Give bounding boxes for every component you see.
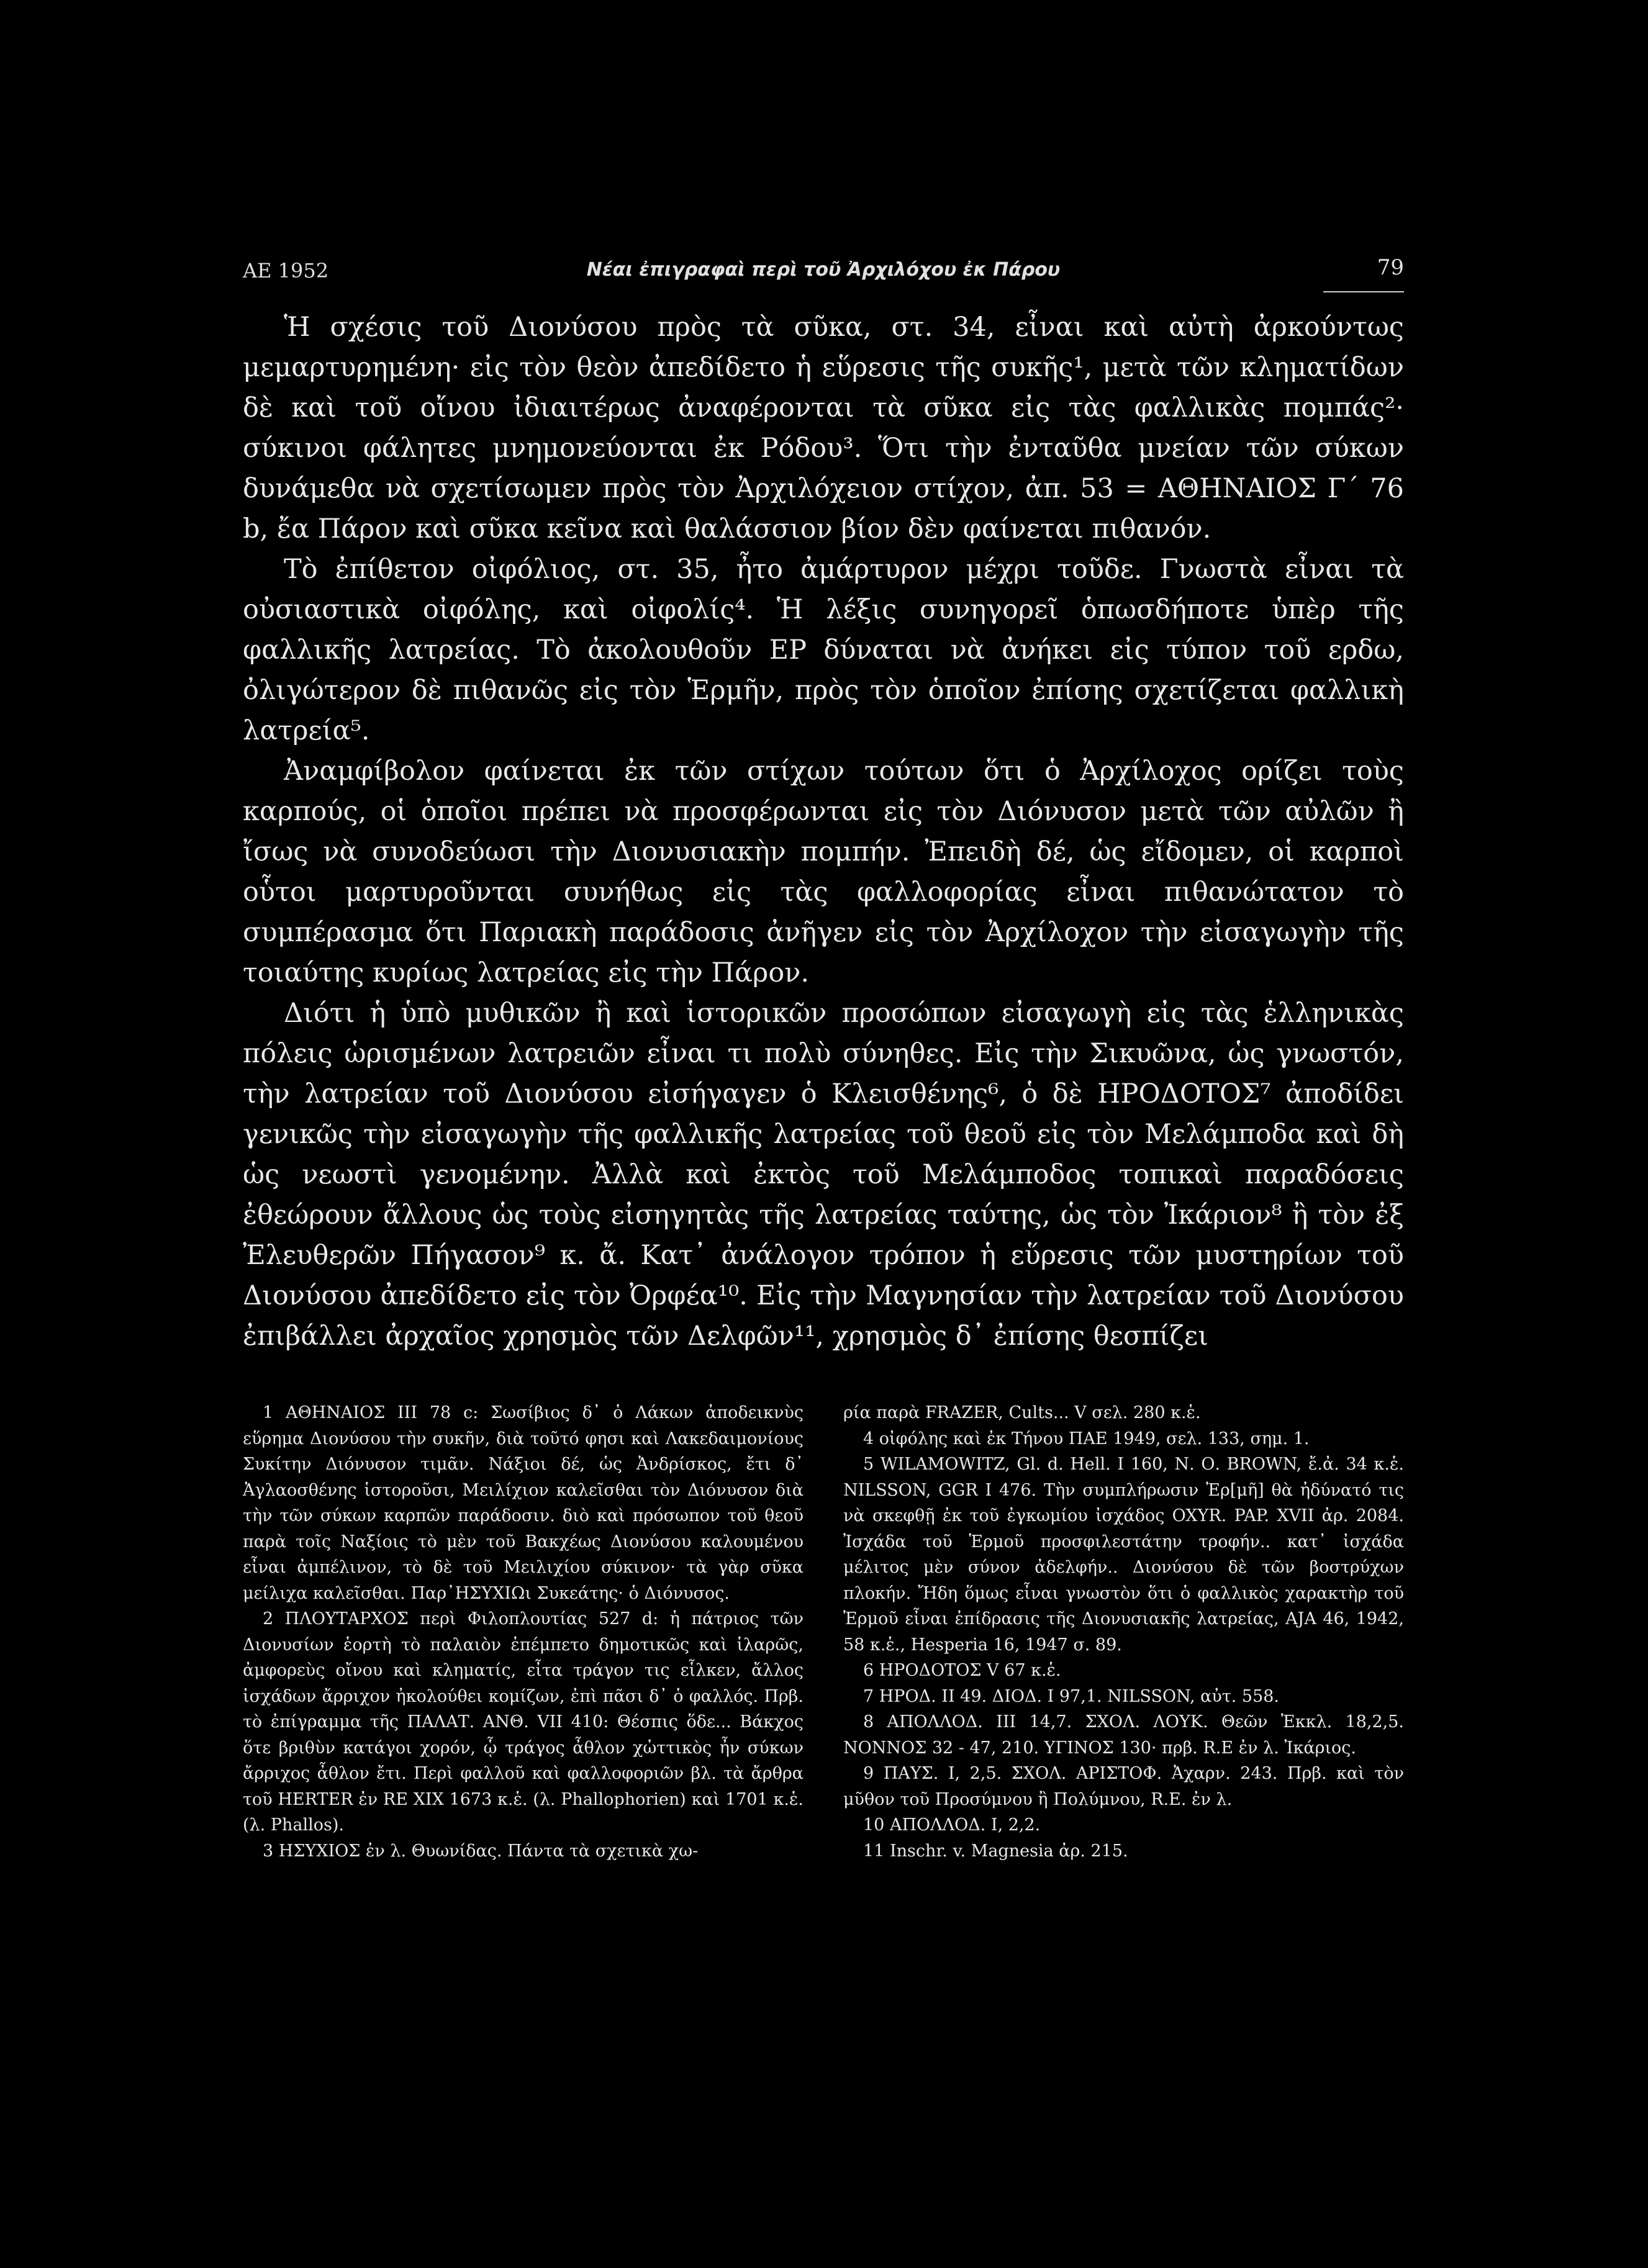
footnote-1: 1 ΑΘΗΝΑΙΟΣ ΙΙΙ 78 c: Σωσίβιος δ᾽ ὁ Λάκων ἀποδεικνὺς εὕρημα Διονύσου τὴν συκῆν, διὰ τοῦτό φησι καὶ Λακεδαιμονίους Συκίτην Διόνυσον τιμᾶν. Νάξιοι δέ, ὡς Ἀνδρίσκος, ἔτι δ᾽ Ἀγλαοσθένης ἱστοροῦσι, Μειλίχιον καλεῖσθαι τὸν Διόνυσον διὰ τὴν τῶν σύκων καρπῶν παράδοσιν. διὸ καὶ πρόσωπον τοῦ θεοῦ παρὰ τοῖς Ναξίοις τὸ μὲν τοῦ Βακχέως Διονύσου καλουμένου εἶναι ἀμπέλινον, τὸ δὲ τοῦ Μειλιχίου σύκινον· τὰ γὰρ σῦκα μείλιχα καλεῖσθαι. Παρ᾽ΗΣΥΧΙΩι Συκεάτης· ὁ Διόνυσος. (243, 1403, 804, 1603)
running-header (243, 245, 1404, 285)
footnote-9: 9 ΠΑΥΣ. Ι, 2,5. ΣΧΟΛ. ΑΡΙΣΤΟΦ. Ἀχαρν. 243. Πρβ. καὶ τὸν μῦθον τοῦ Προσύμνου ἢ Πολύμνου, R.E. ἐν λ. (843, 1764, 1404, 1809)
page-number: 79 (1377, 255, 1404, 280)
main-text (243, 307, 1404, 1357)
footnote-4: 4 οἰφόλης καὶ ἐκ Τήνου ΠΑΕ 1949, σελ. 133, σημ. 1. (863, 1429, 1310, 1448)
footnotes-right-column (843, 1400, 1404, 1864)
footnote-3-continued: ρία παρὰ FRAZER, Cults... V σελ. 280 κ.ἑ. (843, 1403, 1201, 1422)
footnotes (243, 1400, 1404, 1864)
footnote-7: 7 ΗΡΟΔ. ΙΙ 49. ΔΙΟΔ. I 97,1. NILSSON, αὐτ. 558. (863, 1686, 1280, 1706)
footnote-10: 10 ΑΠΟΛΛΟΔ. Ι, 2,2. (863, 1815, 1041, 1835)
journal-abbreviation: ΑΕ 1952 (243, 259, 329, 282)
paragraph-3: Ἀναμφίβολον φαίνεται ἐκ τῶν στίχων τούτων ὅτι ὁ Ἀρχίλοχος ορίζει τοὺς καρπούς, οἱ ὁποῖοι πρέπει νὰ προσφέρωνται εἰς τὸν Διόνυσον μετὰ τῶν αὐλῶν ἢ ἴσως νὰ συνοδεύωσι τὴν Διονυσιακὴν πομπήν. Ἐπειδὴ δέ, ὡς εἴδομεν, οἱ καρποὶ οὗτοι μαρτυροῦνται συνήθως εἰς τὰς φαλλοφορίας εἶναι πιθανώτατον τὸ συμπέρασμα ὅτι Παριακὴ παράδοσις ἀνῆγεν εἰς τὸν Ἀρχίλοχον τὴν εἰσαγωγὴν τῆς τοιαύτης κυρίως λατρείας εἰς τὴν Πάρον. (243, 756, 1404, 988)
footnotes-left-column (243, 1400, 804, 1864)
footnote-11: 11 Inschr. v. Magnesia ἀρ. 215. (863, 1841, 1128, 1861)
footnote-2: 2 ΠΛΟΥΤΑΡΧΟΣ περὶ Φιλοπλουτίας 527 d: ἡ πάτριος τῶν Διονυσίων ἑορτὴ τὸ παλαιὸν ἐπέμπετο δημοτικῶς καὶ ἱλαρῶς, ἀμφορεὺς οἴνου καὶ κληματίς, εἶτα τράγον τις εἷλκεν, ἄλλος ἰσχάδων ἄρριχον ἠκολούθει κομίζων, ἐπὶ πᾶσι δ᾽ ὁ φαλλός. Πρβ. τὸ ἐπίγραμμα τῆς ΠΑΛΑΤ. ΑΝΘ. VII 410: Θέσπις ὅδε... Βάκχος ὅτε βριθὺν κατάγοι χορόν, ᾧ τράγος ἆθλον χὡττικὸς ἦν σύκων ἄρριχος ἆθλον ἔτι. Περὶ φαλλοῦ καὶ φαλλοφοριῶν βλ. τὰ ἄρθρα τοῦ HERTER ἐν RE XIX 1673 κ.ἑ. (λ. Phallophorien) καὶ 1701 κ.ἑ. (λ. Phallos). (243, 1609, 804, 1835)
paragraph-1: Ἡ σχέσις τοῦ Διονύσου πρὸς τὰ σῦκα, στ. 34, εἶναι καὶ αὐτὴ ἀρκούντως μεμαρτυρημένη· εἰς τὸν θεὸν ἀπεδίδετο ἡ εὕρεσις τῆς συκῆς¹, μετὰ τῶν κληματίδων δὲ καὶ τοῦ οἴνου ἰδιαιτέρως ἀναφέρονται τὰ σῦκα εἰς τὰς φαλλικὰς πομπάς²· σύκινοι φάλητες μνημονεύονται ἐκ Ρόδου³. Ὅτι τὴν ἐνταῦθα μνείαν τῶν σύκων δυνάμεθα νὰ σχετίσωμεν πρὸς τὸν Ἀρχιλόχειον στίχον, ἀπ. 53 = ΑΘΗΝΑΙΟΣ Γ΄ 76 b, ἔα Πάρον καὶ σῦκα κεῖνα καὶ θαλάσσιον βίον δὲν φαίνεται πιθανόν. (243, 312, 1404, 544)
header-rule (1323, 291, 1404, 292)
paragraph-2: Τὸ ἐπίθετον οἰφόλιος, στ. 35, ἦτο ἀμάρτυρον μέχρι τοῦδε. Γνωστὰ εἶναι τὰ οὐσιαστικὰ οἰφόλης, καὶ οἰφολίς⁴. Ἡ λέξις συνηγορεῖ ὁπωσδήποτε ὑπὲρ τῆς φαλλικῆς λατρείας. Τὸ ἀκολουθοῦν ΕΡ δύναται νὰ ἀνήκει εἰς τύπον τοῦ ερδω, ὀλιγώτερον δὲ πιθανῶς εἰς τὸν Ἑρμῆν, πρὸς τὸν ὁποῖον ἐπίσης σχετίζεται φαλλικὴ λατρεία⁵. (243, 554, 1404, 746)
footnote-6: 6 ΗΡΟΔΟΤΟΣ V 67 κ.ἑ. (863, 1661, 1061, 1680)
footnote-5: 5 WILAMOWITZ, Gl. d. Hell. I 160, Ν. Ο. BROWN, ἔ.ἀ. 34 κ.ἑ. NILSSON, GGR I 476. Τὴν συμπλήρωσιν Ἐρ[μῆ] θὰ ἠδύνατό τις νὰ σκεφθῇ ἐκ τοῦ ἐγκωμίου ἰσχάδος OXYR. PAP. XVII ἀρ. 2084. Ἰσχάδα τοῦ Ἑρμοῦ προσφιλεστάτην τροφήν.. κατ᾽ ἰσχάδα μέλιτος μὲν σύνον ἀδελφήν.. Διονύσου δὲ τῶν βοστρύχων πλοκήν. Ἤδη ὅμως εἶναι γνωστὸν ὅτι ὁ φαλλικὸς χαρακτὴρ τοῦ Ἑρμοῦ εἶναι ἐπίδρασις τῆς Διονυσιακῆς λατρείας, ΑJΑ 46, 1942, 58 κ.ἑ., Hesperia 16, 1947 σ. 89. (843, 1455, 1404, 1655)
journal-page (243, 245, 1404, 1864)
footnote-8: 8 ΑΠΟΛΛΟΔ. ΙΙΙ 14,7. ΣΧΟΛ. ΛΟΥΚ. Θεῶν Ἐκκλ. 18,2,5. ΝΟΝΝΟΣ 32 - 47, 210. ΥΓΙΝΟΣ 130· πρβ. R.E ἐν λ. Ἰκάριος. (843, 1712, 1404, 1758)
paragraph-4: Διότι ἡ ὑπὸ μυθικῶν ἢ καὶ ἱστορικῶν προσώπων εἰσαγωγὴ εἰς τὰς ἑλληνικὰς πόλεις ὡρισμένων λατρειῶν εἶναι τι πολὺ σύνηθες. Εἰς τὴν Σικυῶνα, ὡς γνωστόν, τὴν λατρείαν τοῦ Διονύσου εἰσήγαγεν ὁ Κλεισθένης⁶, ὁ δὲ ΗΡΟΔΟΤΟΣ⁷ ἀποδίδει γενικῶς τὴν εἰσαγωγὴν τῆς φαλλικῆς λατρείας τοῦ θεοῦ εἰς τὸν Μελάμποδα καὶ δὴ ὡς νεωστὶ γενομένην. Ἀλλὰ καὶ ἐκτὸς τοῦ Μελάμποδος τοπικαὶ παραδόσεις ἐθεώρουν ἄλλους ὡς τοὺς εἰσηγητὰς τῆς λατρείας ταύτης, ὡς τὸν Ἰκάριον⁸ ἢ τὸν ἐξ Ἐλευθερῶν Πήγασον⁹ κ. ἄ. Κατ᾽ ἀνάλογον τρόπον ἡ εὕρεσις τῶν μυστηρίων τοῦ Διονύσου ἀπεδίδετο εἰς τὸν Ὀρφέα¹⁰. Εἰς τὴν Μαγνησίαν τὴν λατρείαν τοῦ Διονύσου ἐπιβάλλει ἀρχαῖος χρησμὸς τῶν Δελφῶν¹¹, χρησμὸς δ᾽ ἐπίσης θεσπίζει (243, 998, 1404, 1352)
footnote-3: 3 ΗΣΥΧΙΟΣ ἐν λ. Θυωνίδας. Πάντα τὰ σχετικὰ χω- (263, 1841, 699, 1861)
running-title: Νέαι ἐπιγραφαὶ περὶ τοῦ Ἀρχιλόχου ἐκ Πάρου (586, 259, 1061, 281)
